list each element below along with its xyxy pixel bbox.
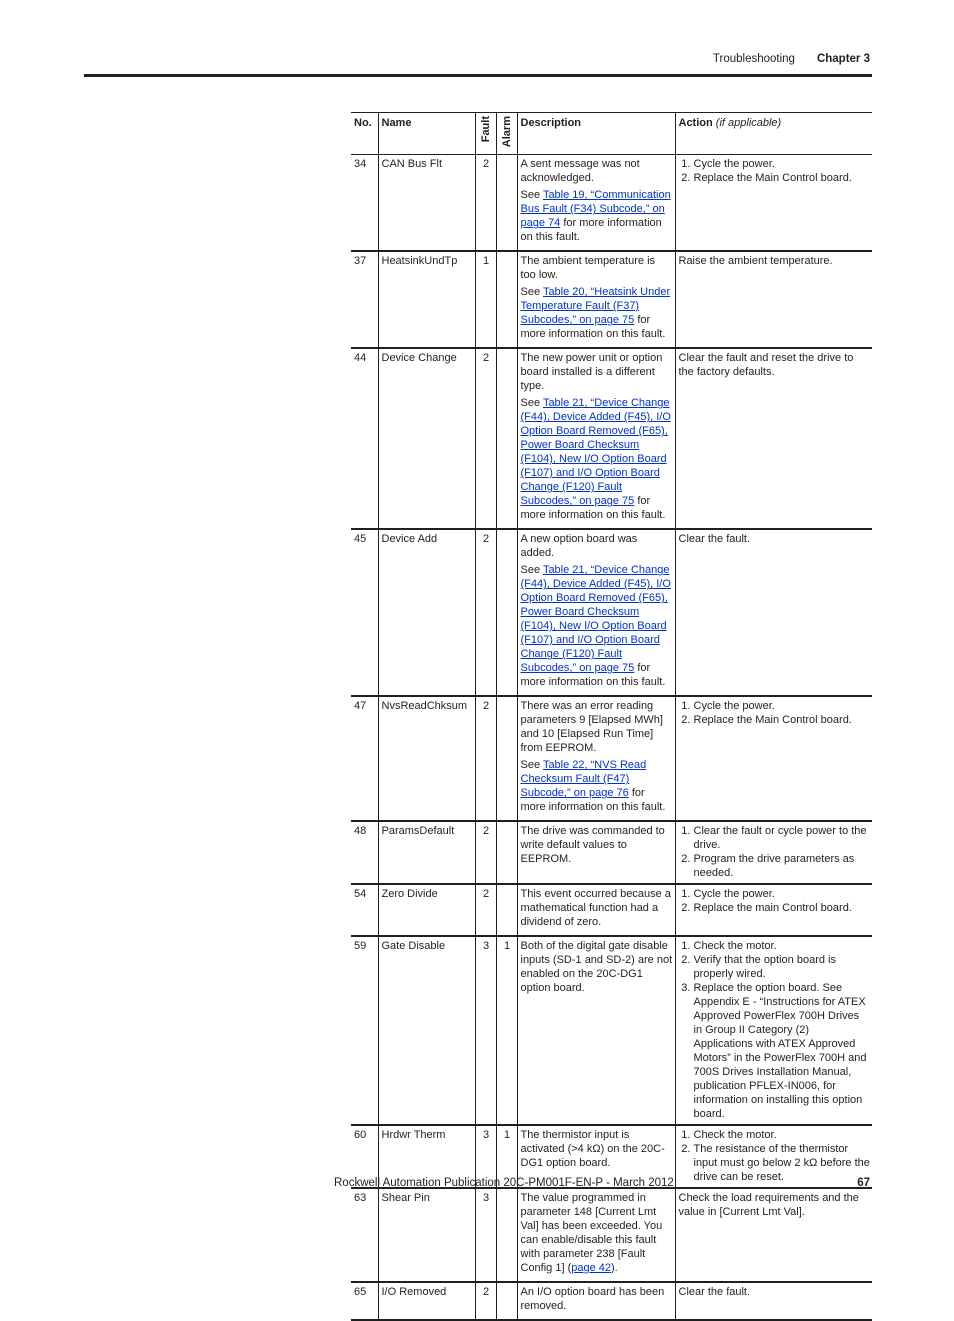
fault-description bbox=[517, 155, 675, 252]
action-steps bbox=[679, 699, 871, 727]
action-step: 2. The resistance of the thermistor input must go below 2 kΩ before the drive can be reset. bbox=[694, 1142, 871, 1184]
fault-description bbox=[517, 884, 675, 936]
fault-description bbox=[517, 529, 675, 696]
fault-type: 3 bbox=[475, 1125, 496, 1188]
fault-number: 44 bbox=[354, 352, 367, 365]
action-step: 1. Cycle the power. bbox=[694, 157, 871, 171]
action-steps bbox=[679, 887, 871, 915]
col-header-description: Description bbox=[517, 113, 675, 155]
table-row bbox=[351, 821, 872, 884]
action-step: 1. Check the motor. bbox=[694, 939, 871, 953]
table-row bbox=[351, 936, 872, 1125]
action-steps bbox=[679, 1128, 871, 1184]
fault-description bbox=[517, 696, 675, 821]
description-text: The ambient temperature is too low. bbox=[520, 255, 656, 282]
running-header bbox=[713, 53, 870, 65]
fault-description bbox=[517, 1188, 675, 1282]
action-step: 1. Cycle the power. bbox=[694, 699, 871, 713]
fault-number: 45 bbox=[354, 533, 367, 546]
fault-name: Hrdwr Therm bbox=[378, 1125, 475, 1188]
table-row bbox=[351, 1188, 872, 1282]
description-text: Both of the digital gate disable inputs (SD-1 and SD-2) are not enabled on the 20C-DG1 option board. bbox=[520, 940, 673, 995]
description-text: A sent message was not acknowledged. bbox=[520, 158, 640, 185]
description-text: The new power unit or option board installed is a different type. bbox=[520, 352, 663, 393]
table-reference-link[interactable]: Table 19, “Communication Bus Fault (F34) Subcode,” on page 74 bbox=[520, 189, 671, 230]
fault-action bbox=[675, 696, 872, 821]
col-header-fault: Fault bbox=[479, 116, 492, 143]
fault-name: NvsReadChksum bbox=[378, 696, 475, 821]
alarm-type bbox=[496, 884, 517, 936]
alarm-type bbox=[496, 696, 517, 821]
fault-type: 2 bbox=[475, 529, 496, 696]
page-link[interactable]: page 42 bbox=[571, 1262, 612, 1275]
fault-action bbox=[675, 821, 872, 884]
fault-type: 2 bbox=[475, 884, 496, 936]
fault-type: 2 bbox=[475, 348, 496, 529]
fault-type: 3 bbox=[475, 1188, 496, 1282]
fault-name: I/O Removed bbox=[378, 1282, 475, 1320]
fault-name: HeatsinkUndTp bbox=[378, 251, 475, 348]
page-number: 67 bbox=[857, 1177, 870, 1189]
action-step: 2. Verify that the option board is properly wired. bbox=[694, 953, 871, 981]
fault-description bbox=[517, 1282, 675, 1320]
action-step: 1. Check the motor. bbox=[694, 1128, 871, 1142]
publication-info: Rockwell Automation Publication 20C-PM001F-EN-P - March 2012 bbox=[334, 1177, 674, 1189]
col-header-alarm: Alarm bbox=[500, 116, 513, 148]
table-row bbox=[351, 529, 872, 696]
table-row bbox=[351, 1282, 872, 1320]
action-step: 3. Replace the option board. See Appendix E - “Instructions for ATEX Approved PowerFlex 700H Drives in Group II Category (2) Applications with ATEX Approved Motors” in the PowerFlex 700H and 700S Drives Installation Manual, publication PFLEX-IN006, for information on installing this option board. bbox=[694, 981, 871, 1121]
fault-number: 48 bbox=[354, 825, 367, 838]
fault-number: 63 bbox=[354, 1192, 367, 1205]
col-header-action: Action (if applicable) bbox=[675, 113, 872, 155]
fault-name: Device Add bbox=[378, 529, 475, 696]
section-title: Troubleshooting bbox=[712, 53, 795, 65]
description-text: An I/O option board has been removed. bbox=[520, 1286, 665, 1313]
see-reference: See Table 21, “Device Change (F44), Device Added (F45), I/O Option Board Removed (F65), Power Board Checksum (F104), New I/O Option Board (F107) and I/O Option Board Change (F120) Fault Subcodes,” on page 75 for more information on this fault. bbox=[520, 397, 671, 522]
description-text: A new option board was added. bbox=[520, 533, 638, 560]
table-row bbox=[351, 251, 872, 348]
action-step: 2. Replace the main Control board. bbox=[694, 901, 871, 915]
fault-description bbox=[517, 348, 675, 529]
table-reference-link[interactable]: Table 21, “Device Change (F44), Device Added (F45), I/O Option Board Removed (F65), Power Board Checksum (F104), New I/O Option Board (F107) and I/O Option Board Change (F120) Fault Subcodes,” on page 75 bbox=[520, 564, 671, 675]
table-reference-link[interactable]: Table 20, “Heatsink Under Temperature Fault (F37) Subcodes,” on page 75 bbox=[520, 286, 671, 327]
table-header-row bbox=[351, 113, 872, 155]
fault-action bbox=[675, 155, 872, 252]
fault-number: 65 bbox=[354, 1286, 367, 1299]
action-text: Clear the fault and reset the drive to the factory defaults. bbox=[678, 352, 854, 379]
alarm-type bbox=[496, 529, 517, 696]
action-step: 2. Replace the Main Control board. bbox=[694, 171, 871, 185]
fault-name: Shear Pin bbox=[378, 1188, 475, 1282]
action-text: Clear the fault. bbox=[678, 1286, 751, 1299]
fault-type: 2 bbox=[475, 155, 496, 252]
fault-number: 47 bbox=[354, 700, 367, 713]
fault-description bbox=[517, 936, 675, 1125]
fault-type: 1 bbox=[475, 251, 496, 348]
fault-action bbox=[675, 348, 872, 529]
action-text: Raise the ambient temperature. bbox=[678, 255, 833, 268]
table-row bbox=[351, 696, 872, 821]
fault-table bbox=[351, 112, 872, 1321]
alarm-type bbox=[496, 1188, 517, 1282]
action-text: Clear the fault. bbox=[678, 533, 751, 546]
table-row bbox=[351, 348, 872, 529]
description-text: This event occurred because a mathematical function had a dividend of zero. bbox=[520, 888, 671, 929]
fault-action bbox=[675, 1125, 872, 1188]
action-step: 1. Cycle the power. bbox=[694, 887, 871, 901]
col-header-name: Name bbox=[378, 113, 475, 155]
description-text: The drive was commanded to write default values to EEPROM. bbox=[520, 825, 665, 866]
col-header-no: No. bbox=[351, 113, 378, 155]
fault-action bbox=[675, 1188, 872, 1282]
see-reference: See Table 19, “Communication Bus Fault (F34) Subcode,” on page 74 for more information on this fault. bbox=[520, 189, 671, 244]
table-reference-link[interactable]: Table 21, “Device Change (F44), Device Added (F45), I/O Option Board Removed (F65), Power Board Checksum (F104), New I/O Option Board (F107) and I/O Option Board Change (F120) Fault Subcodes,” on page 75 bbox=[520, 397, 671, 508]
fault-type: 2 bbox=[475, 696, 496, 821]
alarm-type bbox=[496, 251, 517, 348]
alarm-type bbox=[496, 821, 517, 884]
fault-action bbox=[675, 529, 872, 696]
fault-name: ParamsDefault bbox=[378, 821, 475, 884]
fault-name: Gate Disable bbox=[378, 936, 475, 1125]
alarm-type: 1 bbox=[496, 936, 517, 1125]
fault-description bbox=[517, 251, 675, 348]
description-text: There was an error reading parameters 9 [Elapsed MWh] and 10 [Elapsed Run Time] from EEPROM. bbox=[520, 700, 663, 755]
fault-action bbox=[675, 251, 872, 348]
header-rule bbox=[84, 74, 872, 77]
fault-number: 60 bbox=[354, 1129, 367, 1142]
fault-type: 2 bbox=[475, 821, 496, 884]
alarm-type bbox=[496, 1282, 517, 1320]
table-row bbox=[351, 884, 872, 936]
description-text: The thermistor input is activated (>4 kΩ) on the 20C-DG1 option board. bbox=[520, 1129, 665, 1170]
see-reference: See Table 22, “NVS Read Checksum Fault (F47) Subcode,” on page 76 for more information on this fault. bbox=[520, 759, 666, 814]
fault-action bbox=[675, 884, 872, 936]
alarm-type bbox=[496, 155, 517, 252]
action-step: 2. Program the drive parameters as needed. bbox=[694, 852, 871, 880]
chapter-label: Chapter 3 bbox=[816, 53, 870, 65]
fault-name: Device Change bbox=[378, 348, 475, 529]
alarm-type bbox=[496, 348, 517, 529]
fault-number: 59 bbox=[354, 940, 367, 953]
table-reference-link[interactable]: Table 22, “NVS Read Checksum Fault (F47) Subcode,” on page 76 bbox=[520, 759, 647, 800]
action-steps bbox=[679, 824, 871, 880]
fault-action bbox=[675, 1282, 872, 1320]
fault-number: 54 bbox=[354, 888, 367, 901]
fault-action bbox=[675, 936, 872, 1125]
fault-name: Zero Divide bbox=[378, 884, 475, 936]
see-reference: See Table 21, “Device Change (F44), Device Added (F45), I/O Option Board Removed (F65), Power Board Checksum (F104), New I/O Option Board (F107) and I/O Option Board Change (F120) Fault Subcodes,” on page 75 for more information on this fault. bbox=[520, 564, 671, 689]
see-reference: See Table 20, “Heatsink Under Temperature Fault (F37) Subcodes,” on page 75 for more information on this fault. bbox=[520, 286, 671, 341]
description-text: The value programmed in parameter 148 [Current Lmt Val] has been exceeded. You can enable/disable this fault with parameter 238 [Fault Config 1] (page 42). bbox=[520, 1192, 663, 1275]
action-text: Check the load requirements and the value in [Current Lmt Val]. bbox=[678, 1192, 859, 1219]
action-step: 2. Replace the Main Control board. bbox=[694, 713, 871, 727]
fault-name: CAN Bus Flt bbox=[378, 155, 475, 252]
action-steps bbox=[679, 939, 871, 1121]
fault-type: 3 bbox=[475, 936, 496, 1125]
action-step: 1. Clear the fault or cycle power to the drive. bbox=[694, 824, 871, 852]
alarm-type: 1 bbox=[496, 1125, 517, 1188]
fault-type: 2 bbox=[475, 1282, 496, 1320]
fault-number: 37 bbox=[354, 255, 367, 268]
fault-description bbox=[517, 821, 675, 884]
fault-number: 34 bbox=[354, 158, 367, 171]
table-row bbox=[351, 155, 872, 252]
action-steps bbox=[679, 157, 871, 185]
